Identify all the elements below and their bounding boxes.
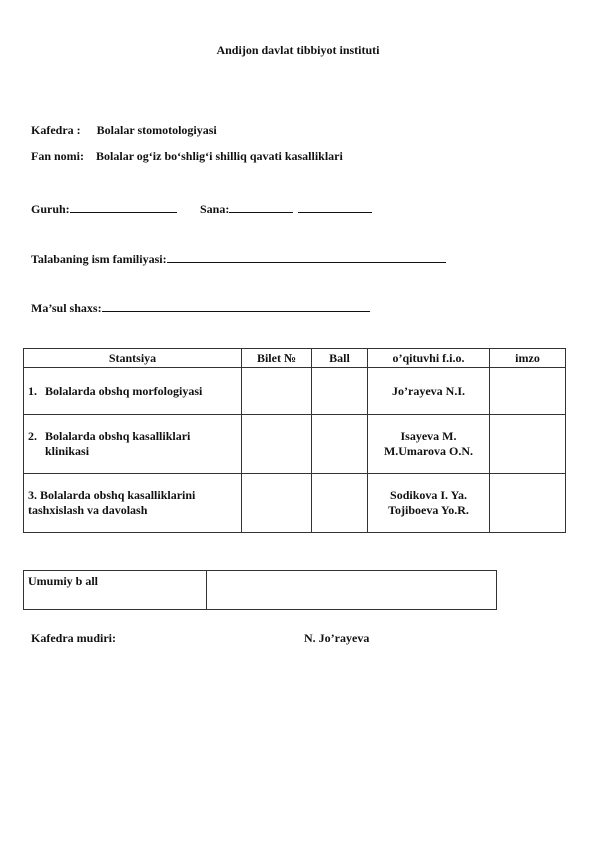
fan-line [31, 149, 343, 164]
fan-value: Bolalar og‘iz bo‘shlig‘i shilliq qavati kasalliklari [96, 149, 343, 163]
guruh-line [31, 201, 177, 217]
total-row [24, 571, 497, 610]
talaba-blank[interactable] [167, 251, 446, 263]
kafedra-line [31, 123, 217, 138]
sana-blank-2[interactable] [298, 201, 372, 213]
ball-cell[interactable] [312, 474, 368, 533]
mudir-label: Kafedra mudiri: [31, 631, 116, 645]
kafedra-value: Bolalar stomotologiyasi [96, 123, 217, 137]
teacher-name: Tojiboeva Yo.R. [388, 503, 469, 517]
station-name: Bolalarda obshq kasalliklarini tashxislash va davolash [28, 488, 196, 517]
total-score-table [23, 570, 497, 610]
bilet-cell[interactable] [242, 474, 312, 533]
bilet-cell[interactable] [242, 368, 312, 415]
teacher-name: Sodikova I. Ya. [390, 488, 467, 502]
teacher-name: M.Umarova O.N. [383, 444, 474, 458]
guruh-label: Guruh: [31, 202, 70, 216]
institute-title: Andijon davlat tibbiyot instituti [216, 43, 380, 57]
col-header-bilet: Bilet № [242, 349, 312, 368]
teacher-cell [368, 415, 490, 474]
sana-blank-1[interactable] [229, 201, 293, 213]
talaba-line [31, 251, 446, 267]
talaba-label: Talabaning ism familiyasi: [31, 252, 167, 266]
table-row [24, 415, 566, 474]
table-header-row [24, 349, 566, 368]
teacher-name: Isayeva M. [400, 429, 457, 443]
col-header-signature: imzo [490, 349, 566, 368]
col-header-station: Stantsiya [24, 349, 242, 368]
col-header-teacher: o’qituvhi f.i.o. [368, 349, 490, 368]
teacher-cell [368, 368, 490, 415]
total-value-cell[interactable] [207, 571, 497, 610]
sana-line [200, 201, 372, 217]
teacher-cell [368, 474, 490, 533]
table-row [24, 368, 566, 415]
row-number: 3. [28, 488, 37, 502]
guruh-blank[interactable] [70, 201, 177, 213]
bilet-cell[interactable] [242, 415, 312, 474]
station-name: Bolalarda obshq morfologiyasi [45, 383, 203, 398]
station-cell [24, 474, 242, 533]
mudir-name: N. Jo’rayeva [304, 631, 370, 645]
fan-label: Fan nomi: [31, 149, 85, 163]
teacher-name: Jo’rayeva N.I. [392, 383, 465, 398]
station-cell [24, 415, 242, 474]
table-row [24, 474, 566, 533]
row-number: 1. [28, 383, 37, 398]
station-name: Bolalarda obshq kasalliklari klinikasi [45, 429, 191, 458]
kafedra-label: Kafedra : [31, 123, 81, 137]
ball-cell[interactable] [312, 368, 368, 415]
station-cell [24, 368, 242, 415]
signature-cell[interactable] [490, 474, 566, 533]
col-header-ball: Ball [312, 349, 368, 368]
total-label: Umumiy b all [24, 571, 207, 610]
masul-line [31, 300, 370, 316]
masul-blank[interactable] [102, 300, 370, 312]
signature-cell[interactable] [490, 415, 566, 474]
exam-table [23, 348, 566, 533]
masul-label: Ma’sul shaxs: [31, 301, 102, 315]
row-number: 2. [28, 429, 37, 443]
ball-cell[interactable] [312, 415, 368, 474]
signature-cell[interactable] [490, 368, 566, 415]
sana-label: Sana: [200, 202, 230, 216]
